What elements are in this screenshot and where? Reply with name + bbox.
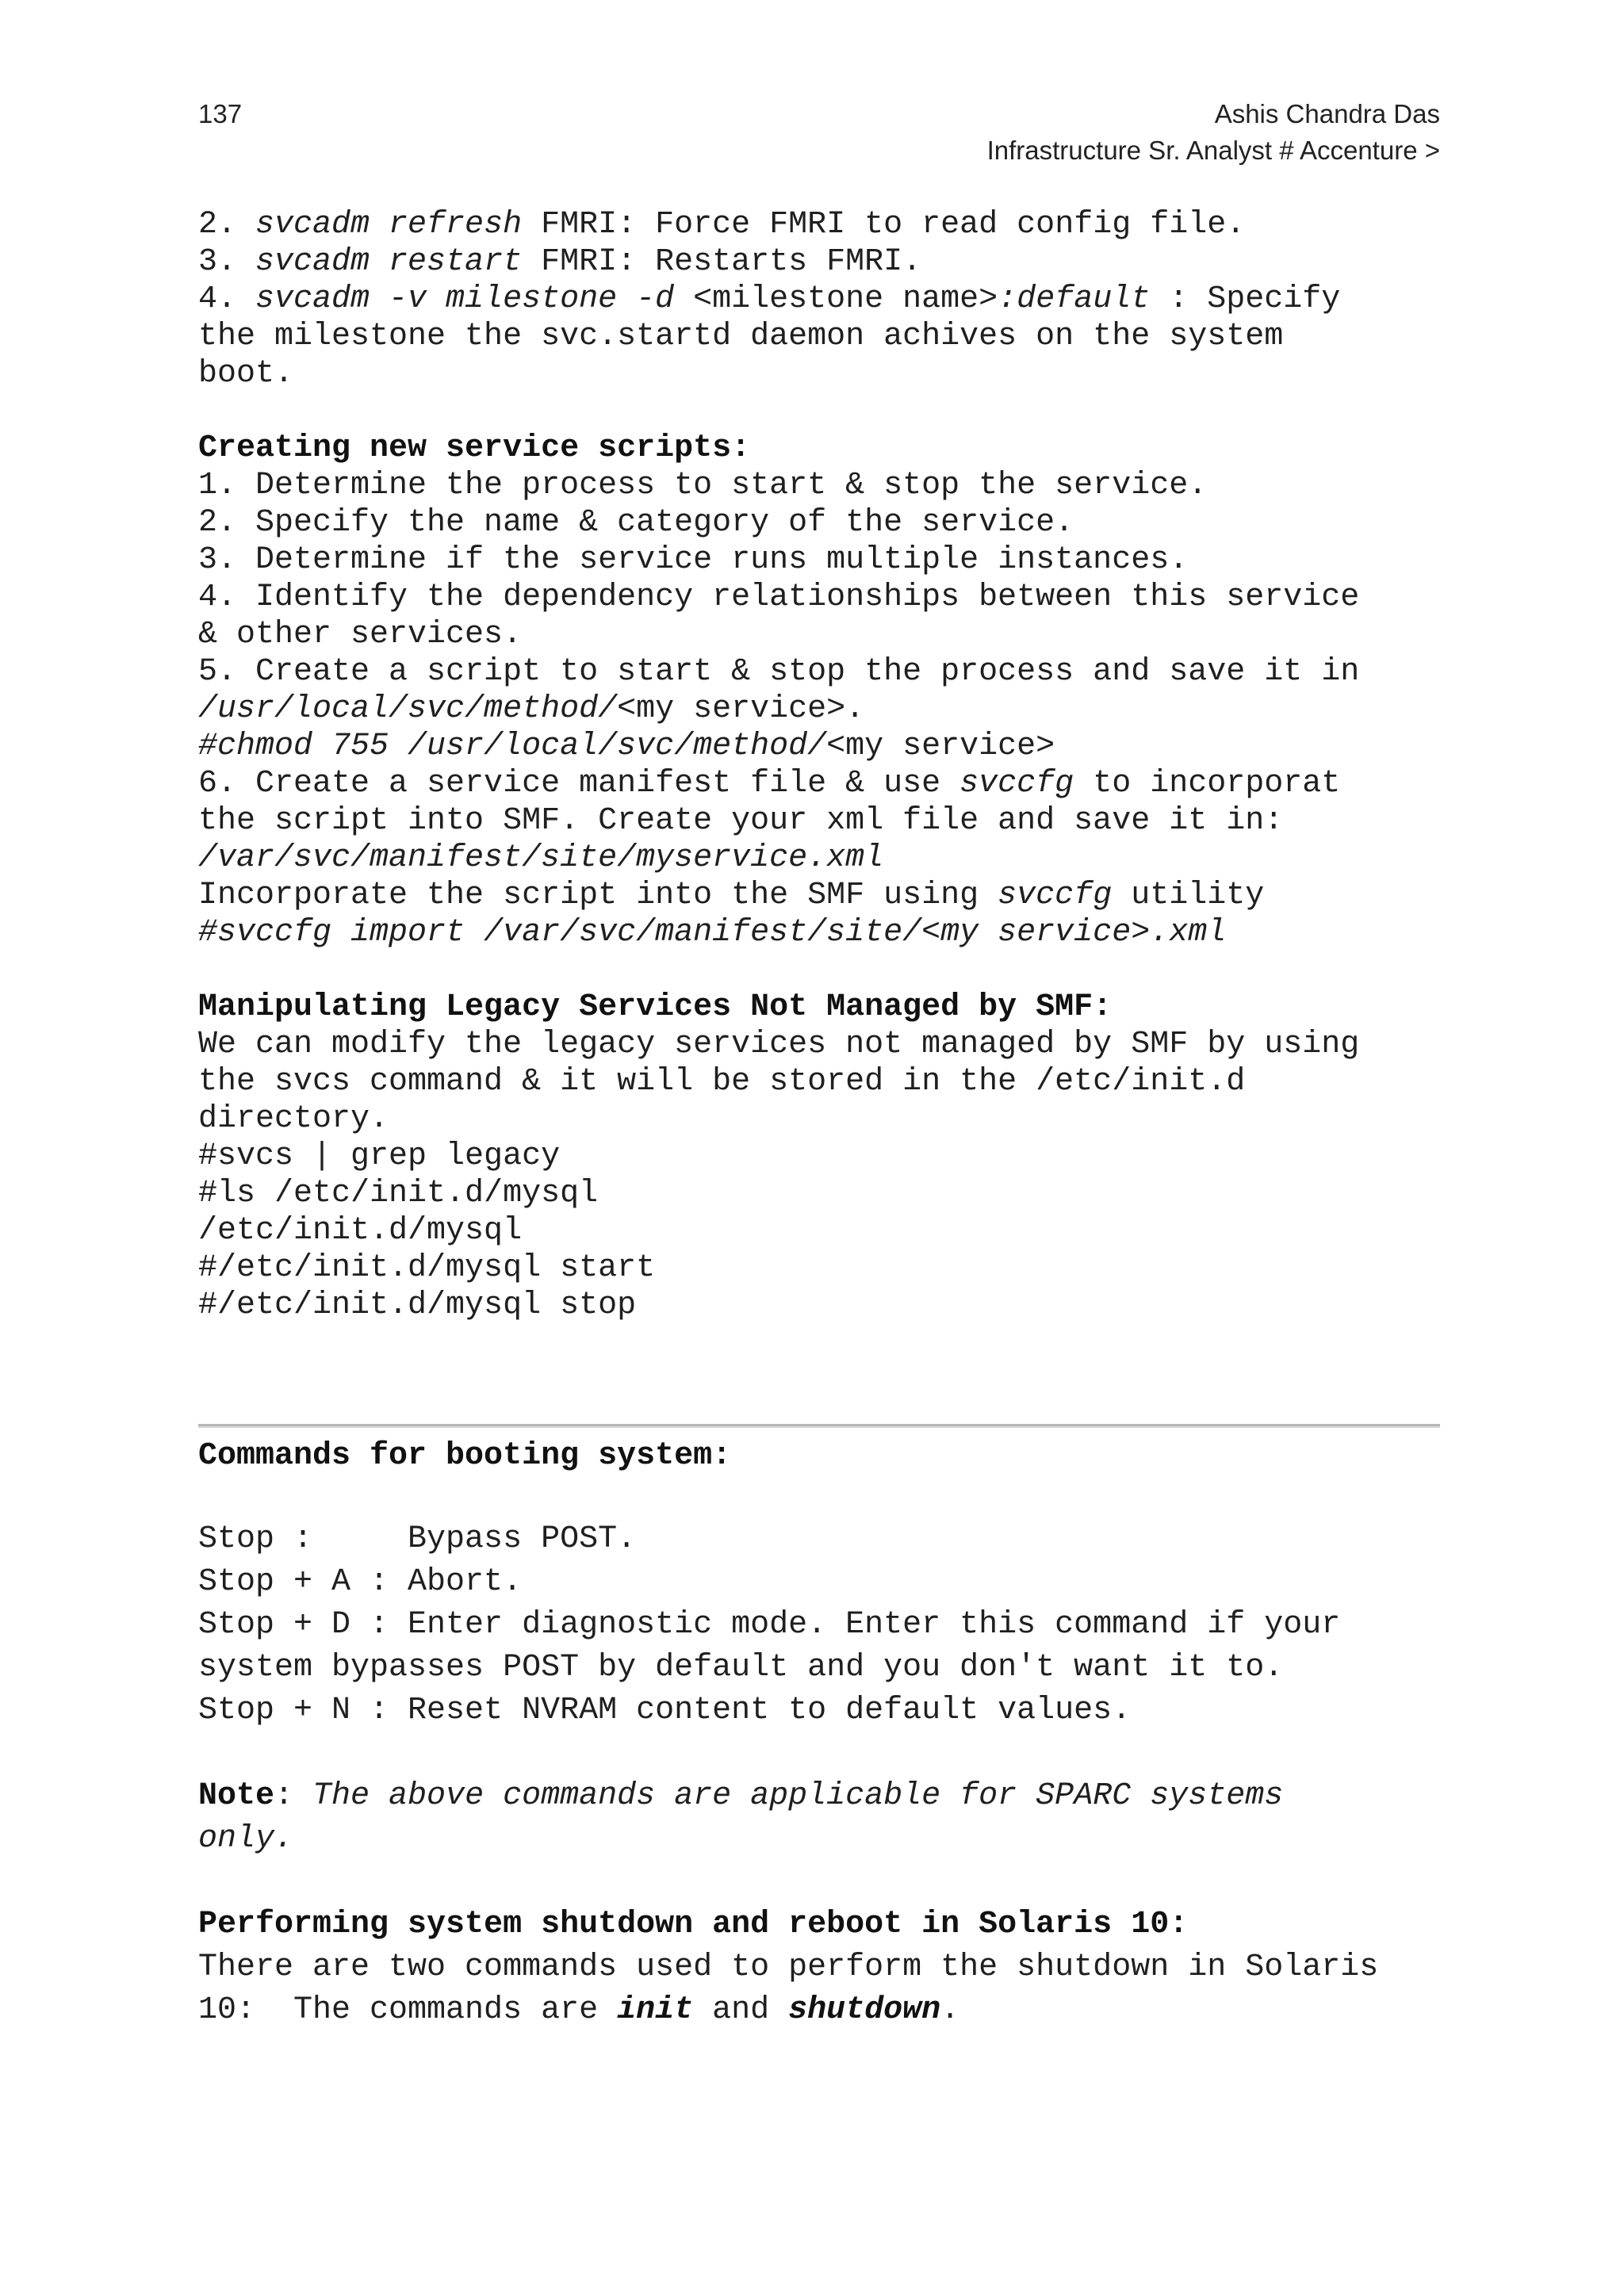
text-line [198, 877, 1440, 914]
placeholder-text: <my service> [826, 729, 1055, 764]
command-line: #/etc/init.d/mysql start [198, 1250, 656, 1286]
command-line: #ls /etc/init.d/mysql [198, 1176, 599, 1211]
section-heading-shutdown: Performing system shutdown and reboot in Solaris 10: [198, 1907, 1189, 1942]
path-text: /usr/local/svc/method/ [198, 691, 618, 727]
description-text: FMRI: Force FMRI to read config file. [522, 207, 1246, 243]
list-number: 3. [198, 244, 256, 280]
text-segment: and [693, 1992, 789, 2028]
page-number: 137 [198, 99, 243, 128]
note-label: Note [198, 1778, 275, 1814]
command-shutdown: shutdown [788, 1992, 941, 2028]
step-item-continued: & other services. [198, 617, 523, 652]
step-item: 2. Specify the name & category of the service. [198, 505, 1074, 541]
text-line: the milestone the svc.startd daemon achives on the system [198, 319, 1284, 354]
text-line: boot. [198, 356, 294, 392]
list-number: 4. [198, 281, 256, 317]
command-line: #/etc/init.d/mysql stop [198, 1288, 637, 1323]
description-text: : Specify [1150, 281, 1341, 317]
key-combo-continued: system bypasses POST by default and you don't want it to. [198, 1650, 1284, 1686]
paragraph-line: the svcs command & it will be stored in the /etc/init.d [198, 1064, 1246, 1100]
step-item: 1. Determine the process to start & stop the service. [198, 468, 1208, 503]
section-heading-creating-scripts: Creating new service scripts: [198, 430, 751, 466]
text-segment: to incorporat [1074, 766, 1341, 802]
placeholder-text: <milestone name> [674, 281, 998, 317]
description-text: FMRI: Restarts FMRI. [522, 244, 922, 280]
author-role: Infrastructure Sr. Analyst # Accenture > [986, 136, 1440, 165]
key-combo-line: Stop : Bypass POST. [198, 1521, 637, 1557]
text-segment: Incorporate the script into the SMF using [198, 878, 998, 913]
command-text: svcadm restart [255, 244, 523, 280]
paragraph-line: There are two commands used to perform the shutdown in Solaris [198, 1950, 1379, 1985]
step-item: 4. Identify the dependency relationships between this service [198, 580, 1360, 615]
command-text: svcadm refresh [255, 207, 523, 243]
key-combo-line: Stop + A : Abort. [198, 1564, 523, 1600]
svcadm-milestone-line [198, 281, 1440, 318]
command-line: #svcs | grep legacy [198, 1138, 561, 1174]
step-item [198, 765, 1440, 802]
page-body-bottom [198, 1435, 1440, 2032]
path-line [198, 691, 1440, 728]
command-init: init [617, 1992, 694, 2028]
command-line [198, 728, 1440, 765]
command-text: svcadm -v milestone -d [255, 281, 675, 317]
note-text-continued: only. [198, 1821, 294, 1857]
note-text: The above commands are applicable for SPARC systems [312, 1778, 1284, 1814]
note-colon: : [274, 1778, 313, 1814]
section-heading-booting: Commands for booting system: [198, 1438, 732, 1474]
step-item: 3. Determine if the service runs multiple instances. [198, 542, 1189, 578]
svcadm-refresh-line [198, 206, 1440, 243]
command-text: svccfg [998, 878, 1113, 913]
horizontal-divider [198, 1424, 1440, 1428]
paragraph-line: directory. [198, 1101, 389, 1137]
note-line [198, 1775, 1440, 1818]
page-body-top [198, 206, 1440, 1324]
command-text: :default [998, 281, 1151, 317]
step-item-continued: the script into SMF. Create your xml file and save it in: [198, 803, 1284, 839]
command-text: #chmod 755 /usr/local/svc/method/ [198, 729, 827, 764]
paragraph-line [198, 1989, 1440, 2032]
command-text: svccfg [959, 766, 1074, 802]
command-line: #svccfg import /var/svc/manifest/site/<my service>.xml [198, 915, 1227, 951]
path-line: /var/svc/manifest/site/myservice.xml [198, 840, 884, 876]
key-combo-line: Stop + N : Reset NVRAM content to default values. [198, 1693, 1132, 1728]
text-segment: . [940, 1992, 960, 2028]
section-heading-legacy: Manipulating Legacy Services Not Managed by SMF: [198, 989, 1113, 1025]
paragraph-line: We can modify the legacy services not managed by SMF by using [198, 1027, 1360, 1062]
author-name: Ashis Chandra Das [1214, 99, 1440, 128]
text-segment: 6. Create a service manifest file & use [198, 766, 960, 802]
svcadm-restart-line [198, 243, 1440, 281]
key-combo-line: Stop + D : Enter diagnostic mode. Enter this command if your [198, 1607, 1341, 1643]
command-line: /etc/init.d/mysql [198, 1213, 523, 1249]
text-segment: utility [1112, 878, 1265, 913]
placeholder-text: <my service>. [617, 691, 865, 727]
text-segment: 10: The commands are [198, 1992, 618, 2028]
list-number: 2. [198, 207, 256, 243]
step-item: 5. Create a script to start & stop the process and save it in [198, 654, 1360, 690]
